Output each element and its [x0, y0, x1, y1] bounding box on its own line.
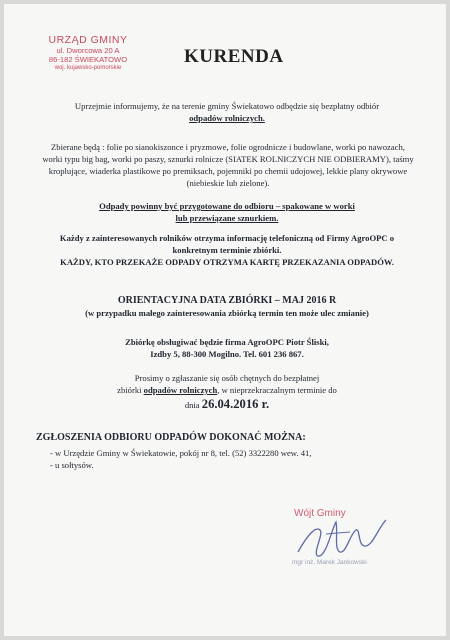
request-deadline-line	[32, 398, 422, 411]
request-emphasis: odpadów rolniczych	[143, 385, 218, 395]
reports-item-soltys: - u sołtysów.	[50, 460, 94, 470]
collection-date-heading: ORIENTACYJNA DATA ZBIÓRKI – MAJ 2016 R	[117, 295, 337, 306]
preparation-line-1: Odpady powinny być przygotowane do odbioru – spakowane w worki	[99, 201, 355, 211]
company-address: Izdby 5, 88-300 Mogilno. Tel. 601 236 867.	[150, 349, 304, 359]
preparation-notice	[32, 200, 422, 224]
contact-info-paragraph	[32, 232, 422, 268]
signature-block	[286, 504, 406, 574]
collected-items-paragraph: Zbierane będą : folie po sianokiszonce i pryzmowe, folie ogrodnicze i budowlane, worki po nawozach, worki typu big bag, worki po paszy, sznurki rolnicze (SIATEK ROLNICZYCH NIE ODBIERAMY), taśmy kroplujące, wiaderka plastikowe po premiksach, pojemniki po chemii udojowej, lekkie plany okrywowe (niebieskie lub zielone).	[42, 142, 414, 188]
contact-info-line-1: Każdy z zainteresowanych rolników otrzyma informację telefoniczną od Firmy AgroOPC o	[59, 233, 395, 243]
office-stamp	[32, 34, 144, 72]
request-post: , w nieprzekraczalnym terminie do	[217, 385, 337, 395]
deadline-date: 26.04.2016 r.	[201, 397, 270, 411]
page-title: KURENDA	[184, 46, 284, 67]
collection-date-note: (w przypadku małego zainteresowania zbiórką termin ten może ulec zmianie)	[85, 308, 369, 318]
company-name: Zbiórkę obsługiwać będzie firma AgroOPC Piotr Śliski,	[125, 337, 329, 347]
deadline-prefix: dnia	[184, 400, 200, 410]
request-line-1: Prosimy o zgłaszanie się osób chętnych do bezpłatnej	[134, 373, 320, 383]
intro-paragraph	[32, 100, 422, 124]
intro-text: Uprzejmie informujemy, że na terenie gminy Świekatowo odbędzie się bezpłatny odbiór	[74, 101, 380, 111]
transfer-card-notice: KAŻDY, KTO PRZEKAŻE ODPADY OTRZYMA KARTĘ PRZEKAZANIA ODPADÓW.	[60, 257, 394, 267]
stamp-postcode: 86-182 ŚWIEKATOWO	[48, 55, 128, 64]
request-line-2	[32, 384, 422, 396]
preparation-line-2: lub przewiązane sznurkiem.	[175, 213, 279, 223]
signature-role: Wójt Gminy	[294, 508, 346, 519]
request-pre: zbiórki	[117, 385, 142, 395]
request-paragraph	[32, 372, 422, 411]
stamp-street: ul. Dworcowa 20 A	[56, 46, 120, 55]
reports-section	[36, 432, 426, 471]
contact-info-line-2: konkretnym terminie zbiórki.	[172, 245, 282, 255]
reports-item-office: - w Urzędzie Gminy w Świekatowie, pokój nr 8, tel. (52) 3322280 wew. 41,	[50, 448, 312, 458]
company-info	[32, 336, 422, 360]
signature-name: mgr inż. Marek Jankowski	[292, 559, 367, 566]
stamp-office-name: URZĄD GMINY	[48, 34, 128, 46]
collection-date-section	[32, 295, 422, 319]
reports-heading: ZGŁOSZENIA ODBIORU ODPADÓW DOKONAĆ MOŻNA:	[36, 432, 306, 443]
intro-emphasis: odpadów rolniczych.	[189, 113, 265, 123]
document-page	[4, 4, 446, 636]
stamp-voivodeship: woj. kujawsko-pomorskie	[54, 65, 122, 71]
